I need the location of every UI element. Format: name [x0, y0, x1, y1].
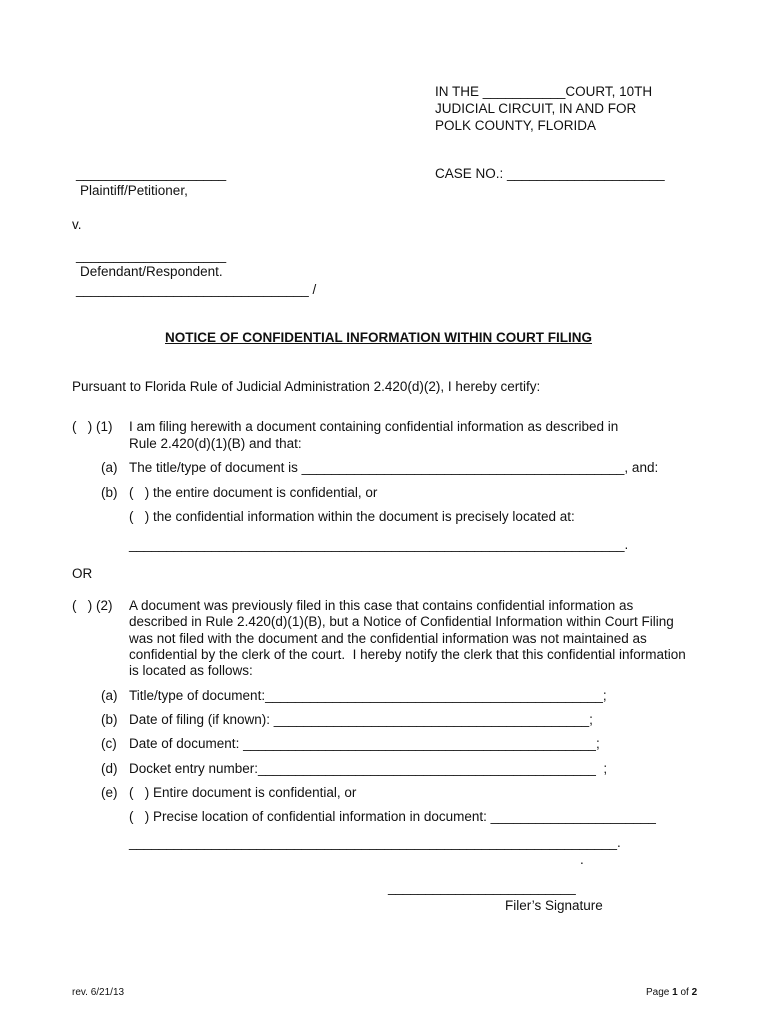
or-separator: OR	[72, 566, 93, 581]
page-current: 1	[672, 987, 678, 998]
option-1-a-label: (a)	[101, 460, 118, 475]
option-2-text-line-2: described in Rule 2.420(d)(1)(B), but a Notice of Confidential Information within Court Filing	[129, 614, 674, 629]
page-number	[646, 985, 697, 1001]
court-line-2: JUDICIAL CIRCUIT, IN AND FOR	[435, 101, 637, 116]
option-2-e-label: (e)	[101, 785, 118, 800]
option-2-d-label: (d)	[101, 761, 118, 776]
option-1-b-located-checkbox[interactable]: ( ) the confidential information within the document is precisely located at:	[129, 509, 575, 524]
case-number-field[interactable]: CASE NO.: _____________________	[435, 166, 665, 181]
option-2-c-label: (c)	[101, 736, 117, 751]
option-2-e-entire-checkbox[interactable]: ( ) Entire document is confidential, or	[129, 785, 357, 800]
intro-text: Pursuant to Florida Rule of Judicial Administration 2.420(d)(2), I hereby certify:	[72, 379, 541, 394]
option-1-text-line-1: I am filing herewith a document containing confidential information as described in	[129, 419, 619, 434]
option-2-location-field[interactable]: _________________________________________________________________.	[129, 835, 621, 850]
defendant-label: Defendant/Respondent.	[80, 264, 223, 279]
option-1-location-field[interactable]: __________________________________________________________________.	[129, 537, 629, 552]
page-prefix: Page	[646, 987, 673, 998]
page-of: of	[677, 987, 692, 998]
plaintiff-label: Plaintiff/Petitioner,	[80, 183, 188, 198]
option-1-b-label: (b)	[101, 485, 118, 500]
revision-date: rev. 6/21/13	[72, 987, 125, 998]
versus-label: v.	[72, 217, 82, 232]
option-2-b-label: (b)	[101, 712, 118, 727]
document-title: NOTICE OF CONFIDENTIAL INFORMATION WITHIN COURT FILING	[165, 330, 592, 345]
court-line-1: IN THE ___________COURT, 10TH	[435, 84, 653, 99]
option-2-text-line-5: is located as follows:	[129, 663, 253, 678]
option-2-text-line-4: confidential by the clerk of the court. I hereby notify the clerk that this confidential information	[129, 647, 686, 662]
court-line-3: POLK COUNTY, FLORIDA	[435, 118, 597, 133]
signature-label: Filer’s Signature	[505, 898, 603, 913]
option-2-text-line-1: A document was previously filed in this case that contains confidential information as	[129, 598, 634, 613]
option-2-e-precise-checkbox[interactable]: ( ) Precise location of confidential information in document: ______________________	[129, 809, 656, 824]
stray-dot: .	[580, 852, 584, 867]
option-2-c-date-document-field[interactable]: Date of document: _______________________________________________;	[129, 736, 600, 751]
option-2-a-label: (a)	[101, 688, 118, 703]
option-2-b-date-filing-field[interactable]: Date of filing (if known): __________________________________________;	[129, 712, 593, 727]
option-1-a-title-field[interactable]: The title/type of document is ___________________________________________, and:	[129, 460, 659, 475]
option-2-checkbox[interactable]: ( ) (2)	[72, 598, 113, 613]
caption-closing-line: _______________________________ /	[76, 282, 317, 297]
signature-line[interactable]: _________________________	[388, 880, 576, 895]
option-2-a-title-field[interactable]: Title/type of document:_____________________________________________;	[129, 688, 607, 703]
option-1-text-line-2: Rule 2.420(d)(1)(B) and that:	[129, 436, 302, 451]
option-2-d-docket-field[interactable]: Docket entry number:_____________________________________________ ;	[129, 761, 608, 776]
plaintiff-name-field[interactable]: ____________________	[76, 166, 227, 181]
option-1-checkbox[interactable]: ( ) (1)	[72, 419, 113, 434]
option-2-text-line-3: was not filed with the document and the confidential information was not maintained as	[129, 631, 647, 646]
option-1-b-entire-checkbox[interactable]: ( ) the entire document is confidential, or	[129, 485, 378, 500]
page-total: 2	[691, 987, 698, 998]
defendant-name-field[interactable]: ____________________	[76, 248, 227, 263]
